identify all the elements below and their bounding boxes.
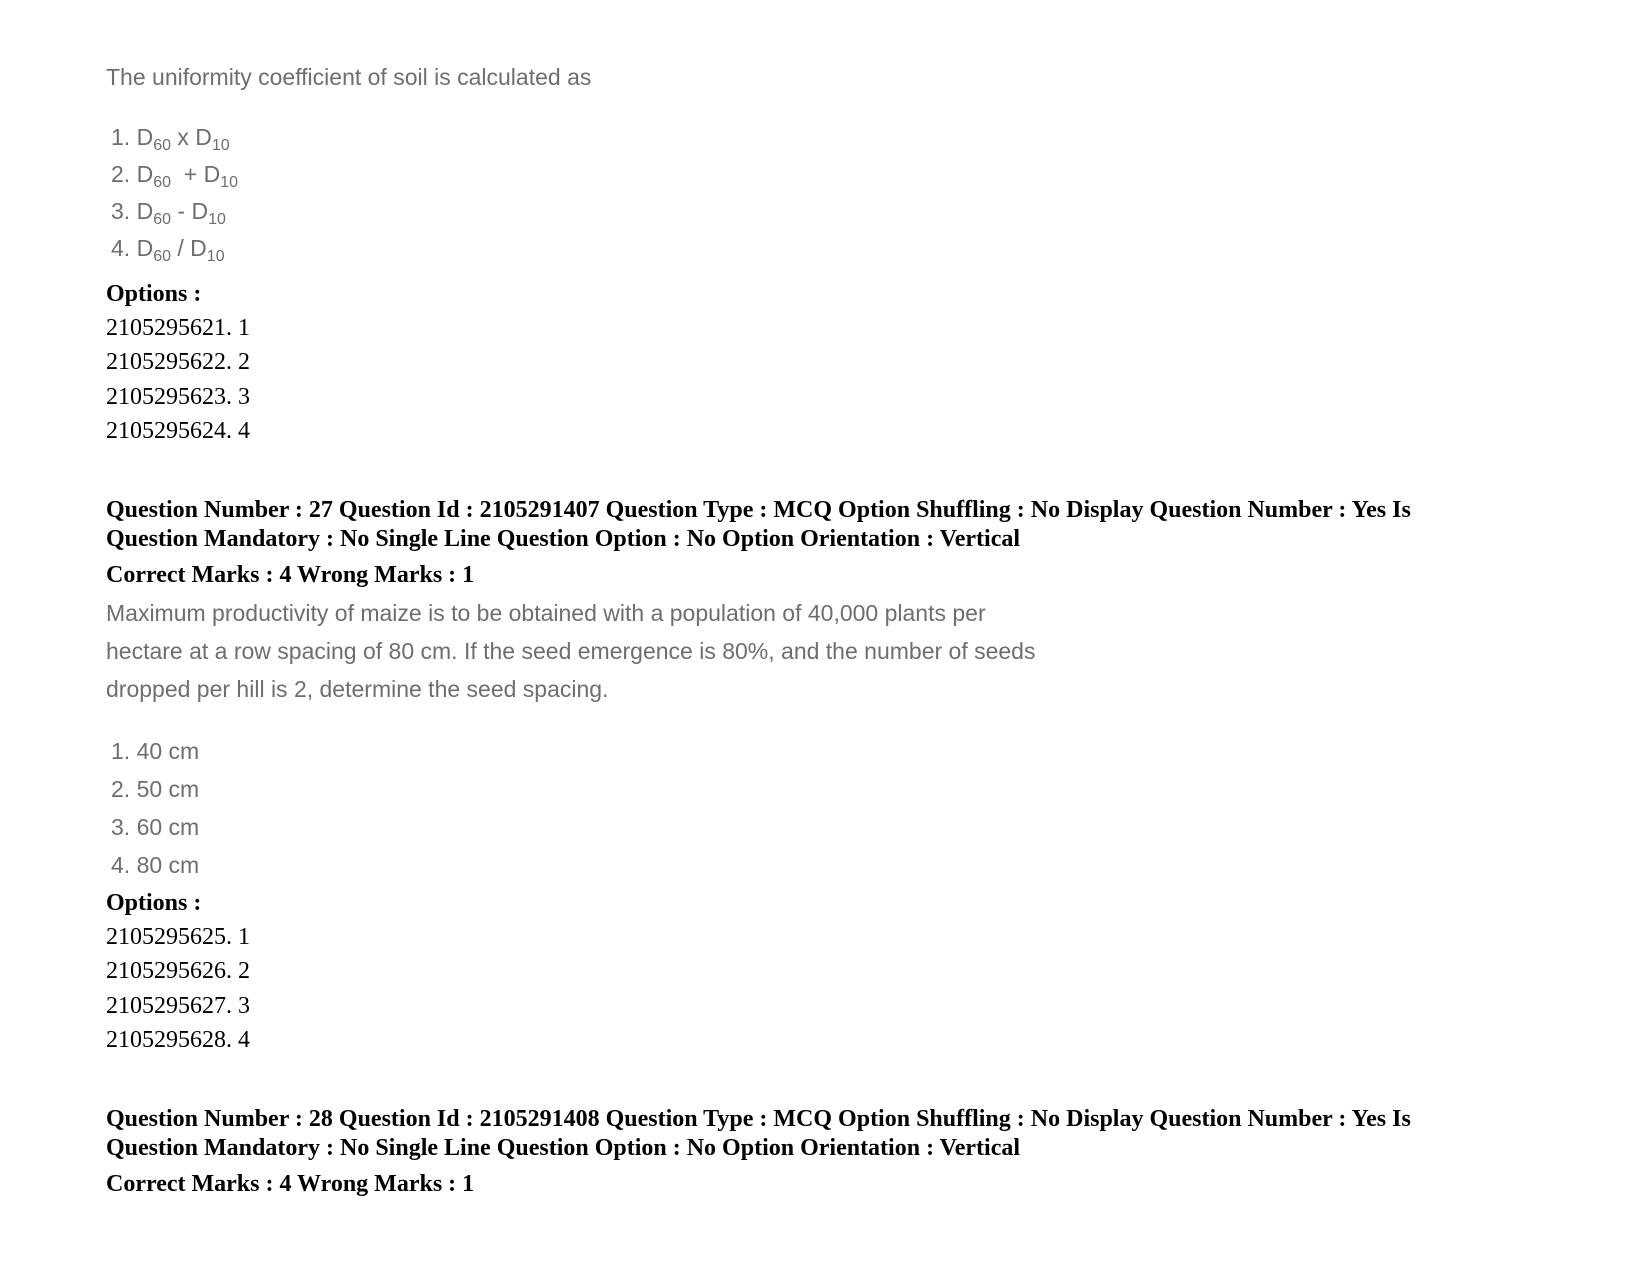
option-item: 2105295624. 4 — [106, 418, 250, 444]
choice-item: 2. $D_{60} + D_{10}$ — [111, 161, 239, 191]
question-text: The uniformity coefficient of soil is calculated as — [106, 64, 592, 90]
question-text: Maximum productivity of maize is to be obtained with a population of 40,000 plants per hectare at a row spacing of 80 cm. If the seed emergence is 80%, and the number of seeds dropped per hill is 2, determine the seed spacing. — [106, 600, 1036, 702]
option-item: 2105295626. 2 — [106, 958, 250, 984]
question-marks: Correct Marks : 4 Wrong Marks : 1 — [106, 1171, 475, 1197]
option-item: 2105295625. 1 — [106, 924, 250, 950]
question-marks: Correct Marks : 4 Wrong Marks : 1 — [106, 562, 475, 588]
option-item: 2105295627. 3 — [106, 993, 250, 1019]
option-item: 2105295628. 4 — [106, 1027, 250, 1053]
choice-item: 4. 80 cm — [111, 852, 200, 878]
choice-item: 4. $D_{60} / D_{10}$ — [111, 235, 225, 265]
choice-item: 3. 60 cm — [111, 814, 200, 840]
question-meta: Question Number : 27 Question Id : 2105291407 Question Type : MCQ Option Shuffling : No Display Question Number : Yes Is Question Mandatory : No Single Line Question Option : No Option Orientation : Vertical — [106, 497, 1411, 552]
options-label: Options : — [106, 890, 202, 916]
choice-item: 3. $D_{60} - D_{10}$ — [111, 198, 226, 228]
choice-item: 1. $D_{60}$ x $D_{10}$ — [111, 124, 230, 154]
option-item: 2105295622. 2 — [106, 349, 250, 375]
question-meta: Question Number : 28 Question Id : 2105291408 Question Type : MCQ Option Shuffling : No Display Question Number : Yes Is Question Mandatory : No Single Line Question Option : No Option Orientation : Vertical — [106, 1106, 1411, 1161]
choice-item: 2. 50 cm — [111, 776, 200, 802]
option-item: 2105295623. 3 — [106, 384, 250, 410]
option-item: 2105295621. 1 — [106, 315, 250, 341]
options-label: Options : — [106, 281, 202, 307]
choice-item: 1. 40 cm — [111, 738, 200, 764]
